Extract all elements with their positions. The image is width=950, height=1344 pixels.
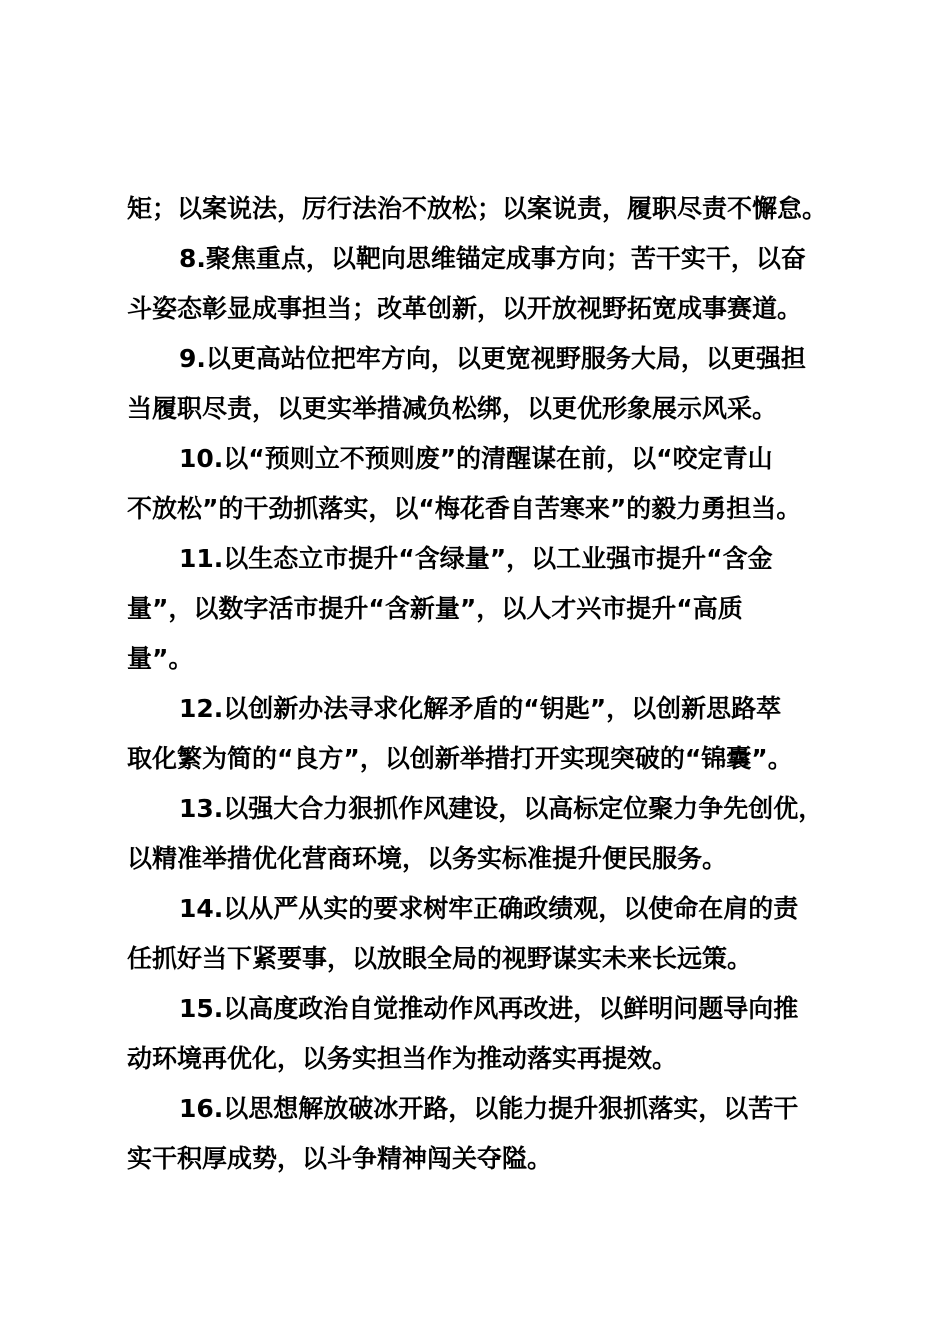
item-9-line-1: 9.以更高站位把牢方向，以更宽视野服务大局，以更强担	[179, 344, 806, 373]
item-8-line-2: 斗姿态彰显成事担当；改革创新，以开放视野拓宽成事赛道。	[127, 294, 803, 323]
item-16-line-2: 实干积厚成势，以斗争精神闯关夺隘。	[127, 1144, 553, 1173]
text-line: 矩；以案说法，厉行法治不放松；以案说责，履职尽责不懈怠。	[127, 194, 828, 223]
item-16-line-1: 16.以思想解放破冰开路，以能力提升狠抓落实，以苦干	[179, 1094, 799, 1123]
document-body	[127, 184, 837, 1184]
item-15-line-2: 动环境再优化，以务实担当作为推动落实再提效。	[127, 1044, 678, 1073]
item-12-line-1: 12.以创新办法寻求化解矛盾的“钥匙”，以创新思路萃	[179, 694, 782, 723]
item-11-line-3: 量”。	[127, 644, 194, 673]
item-10-line-2: 不放松”的干劲抓落实，以“梅花香自苦寒来”的毅力勇担当。	[127, 494, 802, 523]
item-13-line-2: 以精准举措优化营商环境，以务实标准提升便民服务。	[127, 844, 728, 873]
item-11-line-2: 量”，以数字活市提升“含新量”，以人才兴市提升“高质	[127, 594, 743, 623]
item-9-line-2: 当履职尽责，以更实举措减负松绑，以更优形象展示风采。	[127, 394, 778, 423]
item-14-line-2: 任抓好当下紧要事，以放眼全局的视野谋实未来长远策。	[127, 944, 753, 973]
item-8-line-1: 8.聚焦重点，以靶向思维锚定成事方向；苦干实干，以奋	[179, 244, 806, 273]
item-13-line-1: 13.以强大合力狠抓作风建设，以高标定位聚力争先创优，	[179, 794, 824, 823]
item-10-line-1: 10.以“预则立不预则废”的清醒谋在前，以“咬定青山	[179, 444, 773, 473]
item-12-line-2: 取化繁为简的“良方”，以创新举措打开实现突破的“锦囊”。	[127, 744, 793, 773]
item-14-line-1: 14.以从严从实的要求树牢正确政绩观，以使命在肩的责	[179, 894, 799, 923]
item-15-line-1: 15.以高度政治自觉推动作风再改进，以鲜明问题导向推	[179, 994, 799, 1023]
item-11-line-1: 11.以生态立市提升“含绿量”，以工业强市提升“含金	[179, 544, 773, 573]
